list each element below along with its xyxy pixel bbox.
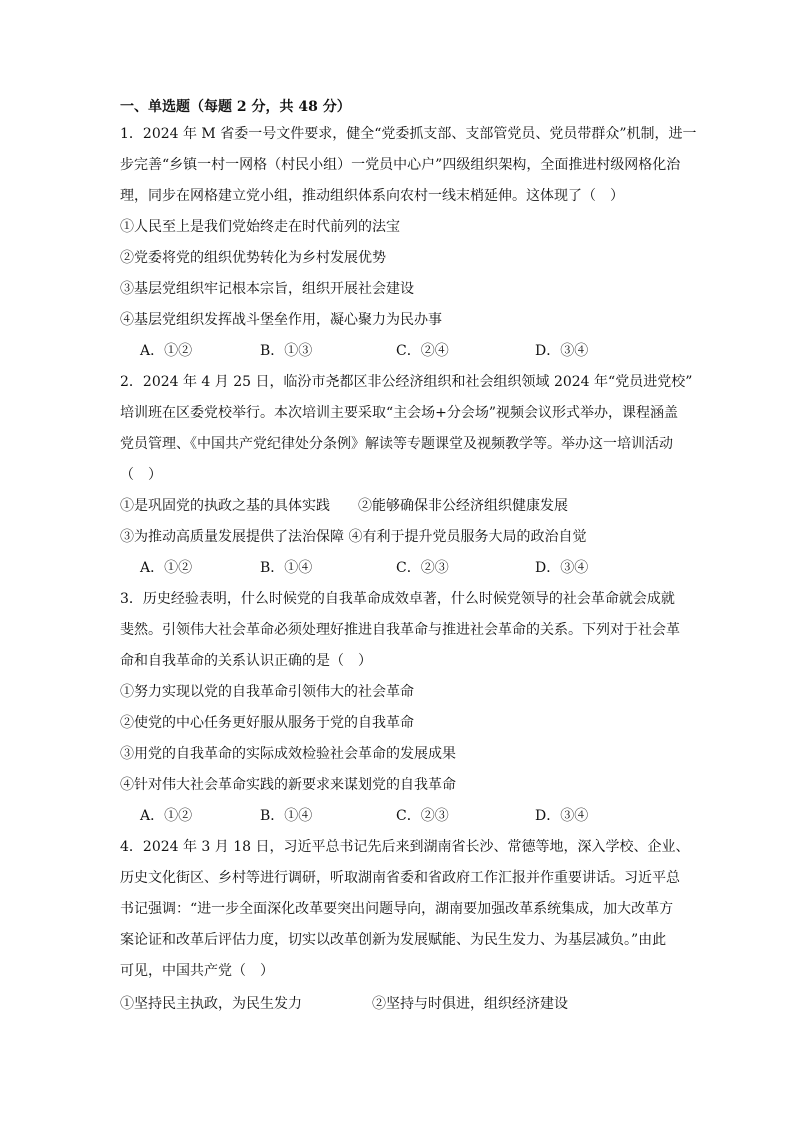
q3-statement-3: ③用党的自我革命的实际成效检验社会革命的发展成果 [120, 746, 456, 762]
q3-option-d: D．③④ [535, 808, 589, 824]
q2-option-d: D．③④ [535, 560, 589, 576]
q3-stem-line: 3．历史经验表明，什么时候党的自我革命成效卓著，什么时候党领导的社会革命就会成就 [120, 591, 675, 607]
q2-option-a: A．①② [140, 560, 193, 576]
q4-stem-line: 可见，中国共产党（ ） [120, 963, 274, 979]
q3-statement-2: ②使党的中心任务更好服从服务于党的自我革命 [120, 715, 414, 731]
q3-statement-1: ①努力实现以党的自我革命引领伟大的社会革命 [120, 684, 414, 700]
section-title: 一、单选题（每题 2 分，共 48 分） [120, 99, 351, 115]
q1-option-b: B．①③ [260, 343, 313, 359]
q1-stem-line: 1．2024 年 M 省委一号文件要求，健全“党委抓支部、支部管党员、党员带群众”机制，进一 [120, 126, 697, 142]
q4-statements-row-1: ①坚持民主执政，为民生发力 ②坚持与时俱进，组织经济建设 [120, 996, 568, 1012]
q1-statement-1: ①人民至上是我们党始终走在时代前列的法宝 [120, 219, 400, 235]
q2-option-b: B．①④ [260, 560, 313, 576]
q4-stem-line: 历史文化街区、乡村等进行调研，听取湖南省委和省政府工作汇报并作重要讲话。习近平总 [120, 870, 680, 886]
q4-stem-line: 案论证和改革后评估力度，切实以改革创新为发展赋能、为民生发力、为基层减负。”由此 [120, 932, 667, 948]
q1-option-a: A．①② [140, 343, 193, 359]
q2-stem-line: 党员管理、《中国共产党纪律处分条例》解读等专题课堂及视频教学等。举办这一培训活动 [120, 436, 673, 452]
q3-stem-line: 斐然。引领伟大社会革命必须处理好推进自我革命与推进社会革命的关系。下列对于社会革 [120, 622, 680, 638]
q4-stem-line: 书记强调：“进一步全面深化改革要突出问题导向，湖南要加强改革系统集成，加大改革方 [120, 901, 674, 917]
q1-statement-3: ③基层党组织牢记根本宗旨，组织开展社会建设 [120, 281, 414, 297]
q2-stem-line: （ ） [120, 467, 162, 483]
q2-statements-row-2: ③为推动高质量发展提供了法治保障 ④有利于提升党员服务大局的政治自觉 [120, 529, 587, 545]
q1-option-d: D．③④ [535, 343, 589, 359]
q1-stem-line: 理，同步在网格建立党小组，推动组织体系向农村一线末梢延伸。这体现了（ ） [120, 188, 624, 204]
q2-statements-row-1: ①是巩固党的执政之基的具体实践 ②能够确保非公经济组织健康发展 [120, 498, 568, 514]
q2-stem-line: 培训班在区委党校举行。本次培训主要采取“主会场+分会场”视频会议形式举办，课程涵盖 [120, 405, 679, 421]
q2-option-c: C．②③ [396, 560, 449, 576]
q1-statement-4: ④基层党组织发挥战斗堡垒作用，凝心聚力为民办事 [120, 312, 442, 328]
q4-stem-line: 4．2024 年 3 月 18 日，习近平总书记先后来到湖南省长沙、常德等地，深入学校、企业、 [120, 839, 690, 855]
q1-statement-2: ②党委将党的组织优势转化为乡村发展优势 [120, 250, 386, 266]
q3-option-a: A．①② [140, 808, 193, 824]
q2-stem-line: 2．2024 年 4 月 25 日，临汾市尧都区非公经济组织和社会组织领域 2024 年“党员进党校” [120, 374, 693, 390]
q3-option-c: C．②③ [396, 808, 449, 824]
q3-stem-line: 命和自我革命的关系认识正确的是（ ） [120, 653, 372, 669]
q3-option-b: B．①④ [260, 808, 313, 824]
q3-statement-4: ④针对伟大社会革命实践的新要求来谋划党的自我革命 [120, 777, 456, 793]
q1-option-c: C．②④ [396, 343, 449, 359]
q1-stem-line: 步完善“乡镇一村一网格（村民小组）一党员中心户”四级组织架构，全面推进村级网格化治 [120, 157, 681, 173]
